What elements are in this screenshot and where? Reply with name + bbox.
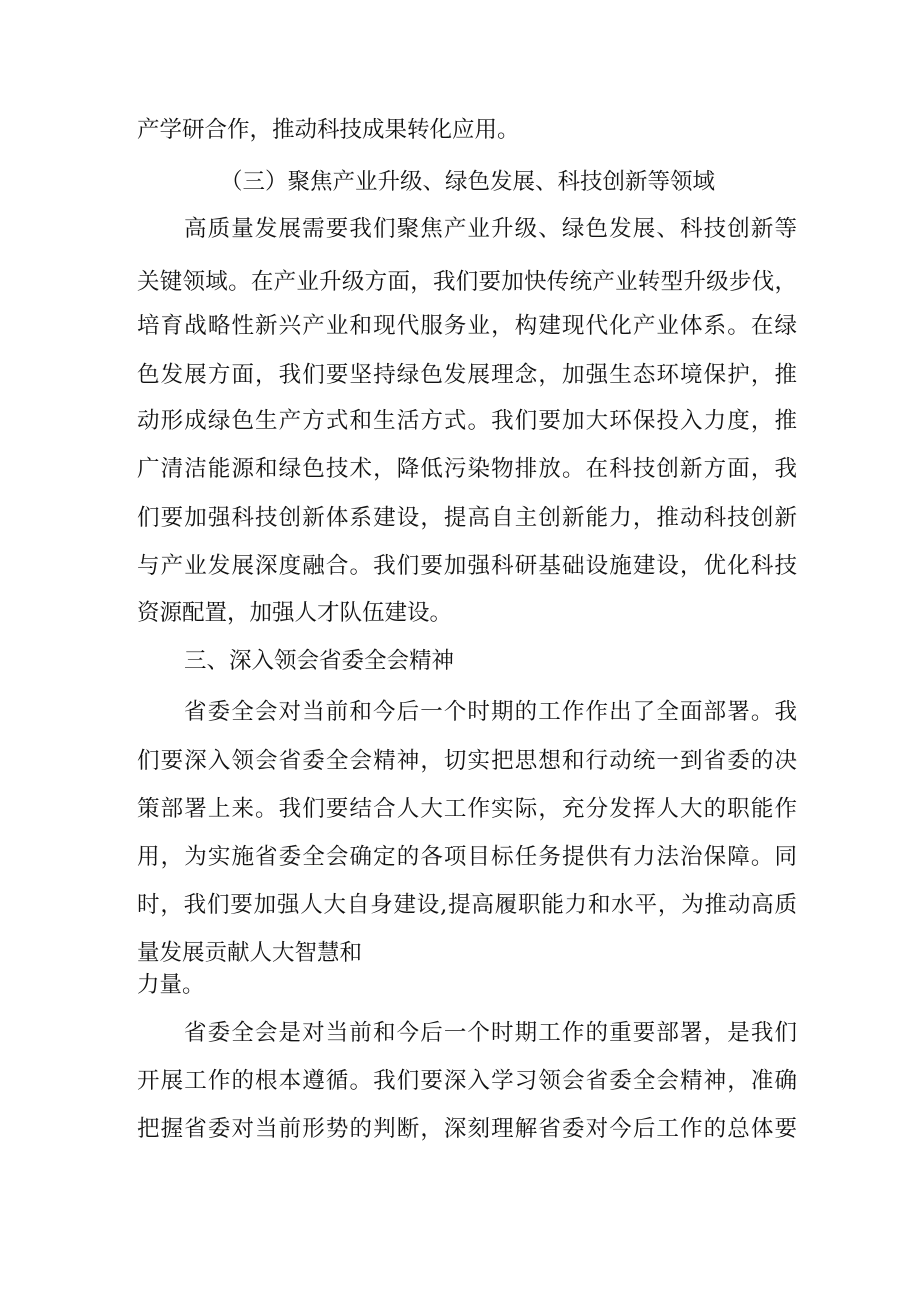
paragraph-line: 省委全会是对当前和今后一个时期工作的重要部署，是我们 bbox=[184, 1020, 797, 1046]
paragraph-line: 力量。 bbox=[137, 972, 205, 998]
paragraph-line: 量发展贡献人大智慧和 bbox=[137, 940, 363, 966]
paragraph-line: 关键领域。在产业升级方面，我们要加快传统产业转型升级步伐， bbox=[137, 269, 797, 295]
paragraph-line: 用，为实施省委全会确定的各项目标任务提供有力法治保障。同 bbox=[137, 844, 797, 870]
paragraph-line: 动形成绿色生产方式和生活方式。我们要加大环保投入力度，推 bbox=[137, 408, 797, 434]
section-heading: 三、深入领会省委全会精神 bbox=[184, 648, 455, 674]
section-subheading: （三）聚焦产业升级、绿色发展、科技创新等领域 bbox=[220, 169, 716, 195]
paragraph-line: 产学研合作，推动科技成果转化应用。 bbox=[137, 117, 520, 143]
paragraph-line: 策部署上来。我们要结合人大工作实际，充分发挥人大的职能作 bbox=[137, 796, 797, 822]
paragraph-line: 与产业发展深度融合。我们要加强科研基础设施建设，优化科技 bbox=[137, 553, 797, 579]
paragraph-line: 们要深入领会省委全会精神，切实把思想和行动统一到省委的决 bbox=[137, 748, 797, 774]
paragraph-line: 高质量发展需要我们聚焦产业升级、绿色发展、科技创新等 bbox=[184, 216, 797, 242]
paragraph-line: 省委全会对当前和今后一个时期的工作作出了全面部署。我 bbox=[184, 699, 797, 725]
paragraph-line: 培育战略性新兴产业和现代服务业，构建现代化产业体系。在绿 bbox=[137, 313, 797, 339]
paragraph-line: 们要加强科技创新体系建设，提高自主创新能力，推动科技创新 bbox=[137, 505, 797, 531]
paragraph-line: 开展工作的根本遵循。我们要深入学习领会省委全会精神，准确 bbox=[137, 1068, 797, 1094]
paragraph-line: 广清洁能源和绿色技术，降低污染物排放。在科技创新方面，我 bbox=[137, 456, 797, 482]
paragraph-line: 时，我们要加强人大自身建设,提高履职能力和水平，为推动高质 bbox=[137, 892, 797, 918]
paragraph-line: 把握省委对当前形势的判断，深刻理解省委对今后工作的总体要 bbox=[137, 1116, 797, 1142]
paragraph-line: 色发展方面，我们要坚持绿色发展理念，加强生态环境保护，推 bbox=[137, 362, 797, 388]
paragraph-line: 资源配置，加强人才队伍建设。 bbox=[137, 600, 453, 626]
